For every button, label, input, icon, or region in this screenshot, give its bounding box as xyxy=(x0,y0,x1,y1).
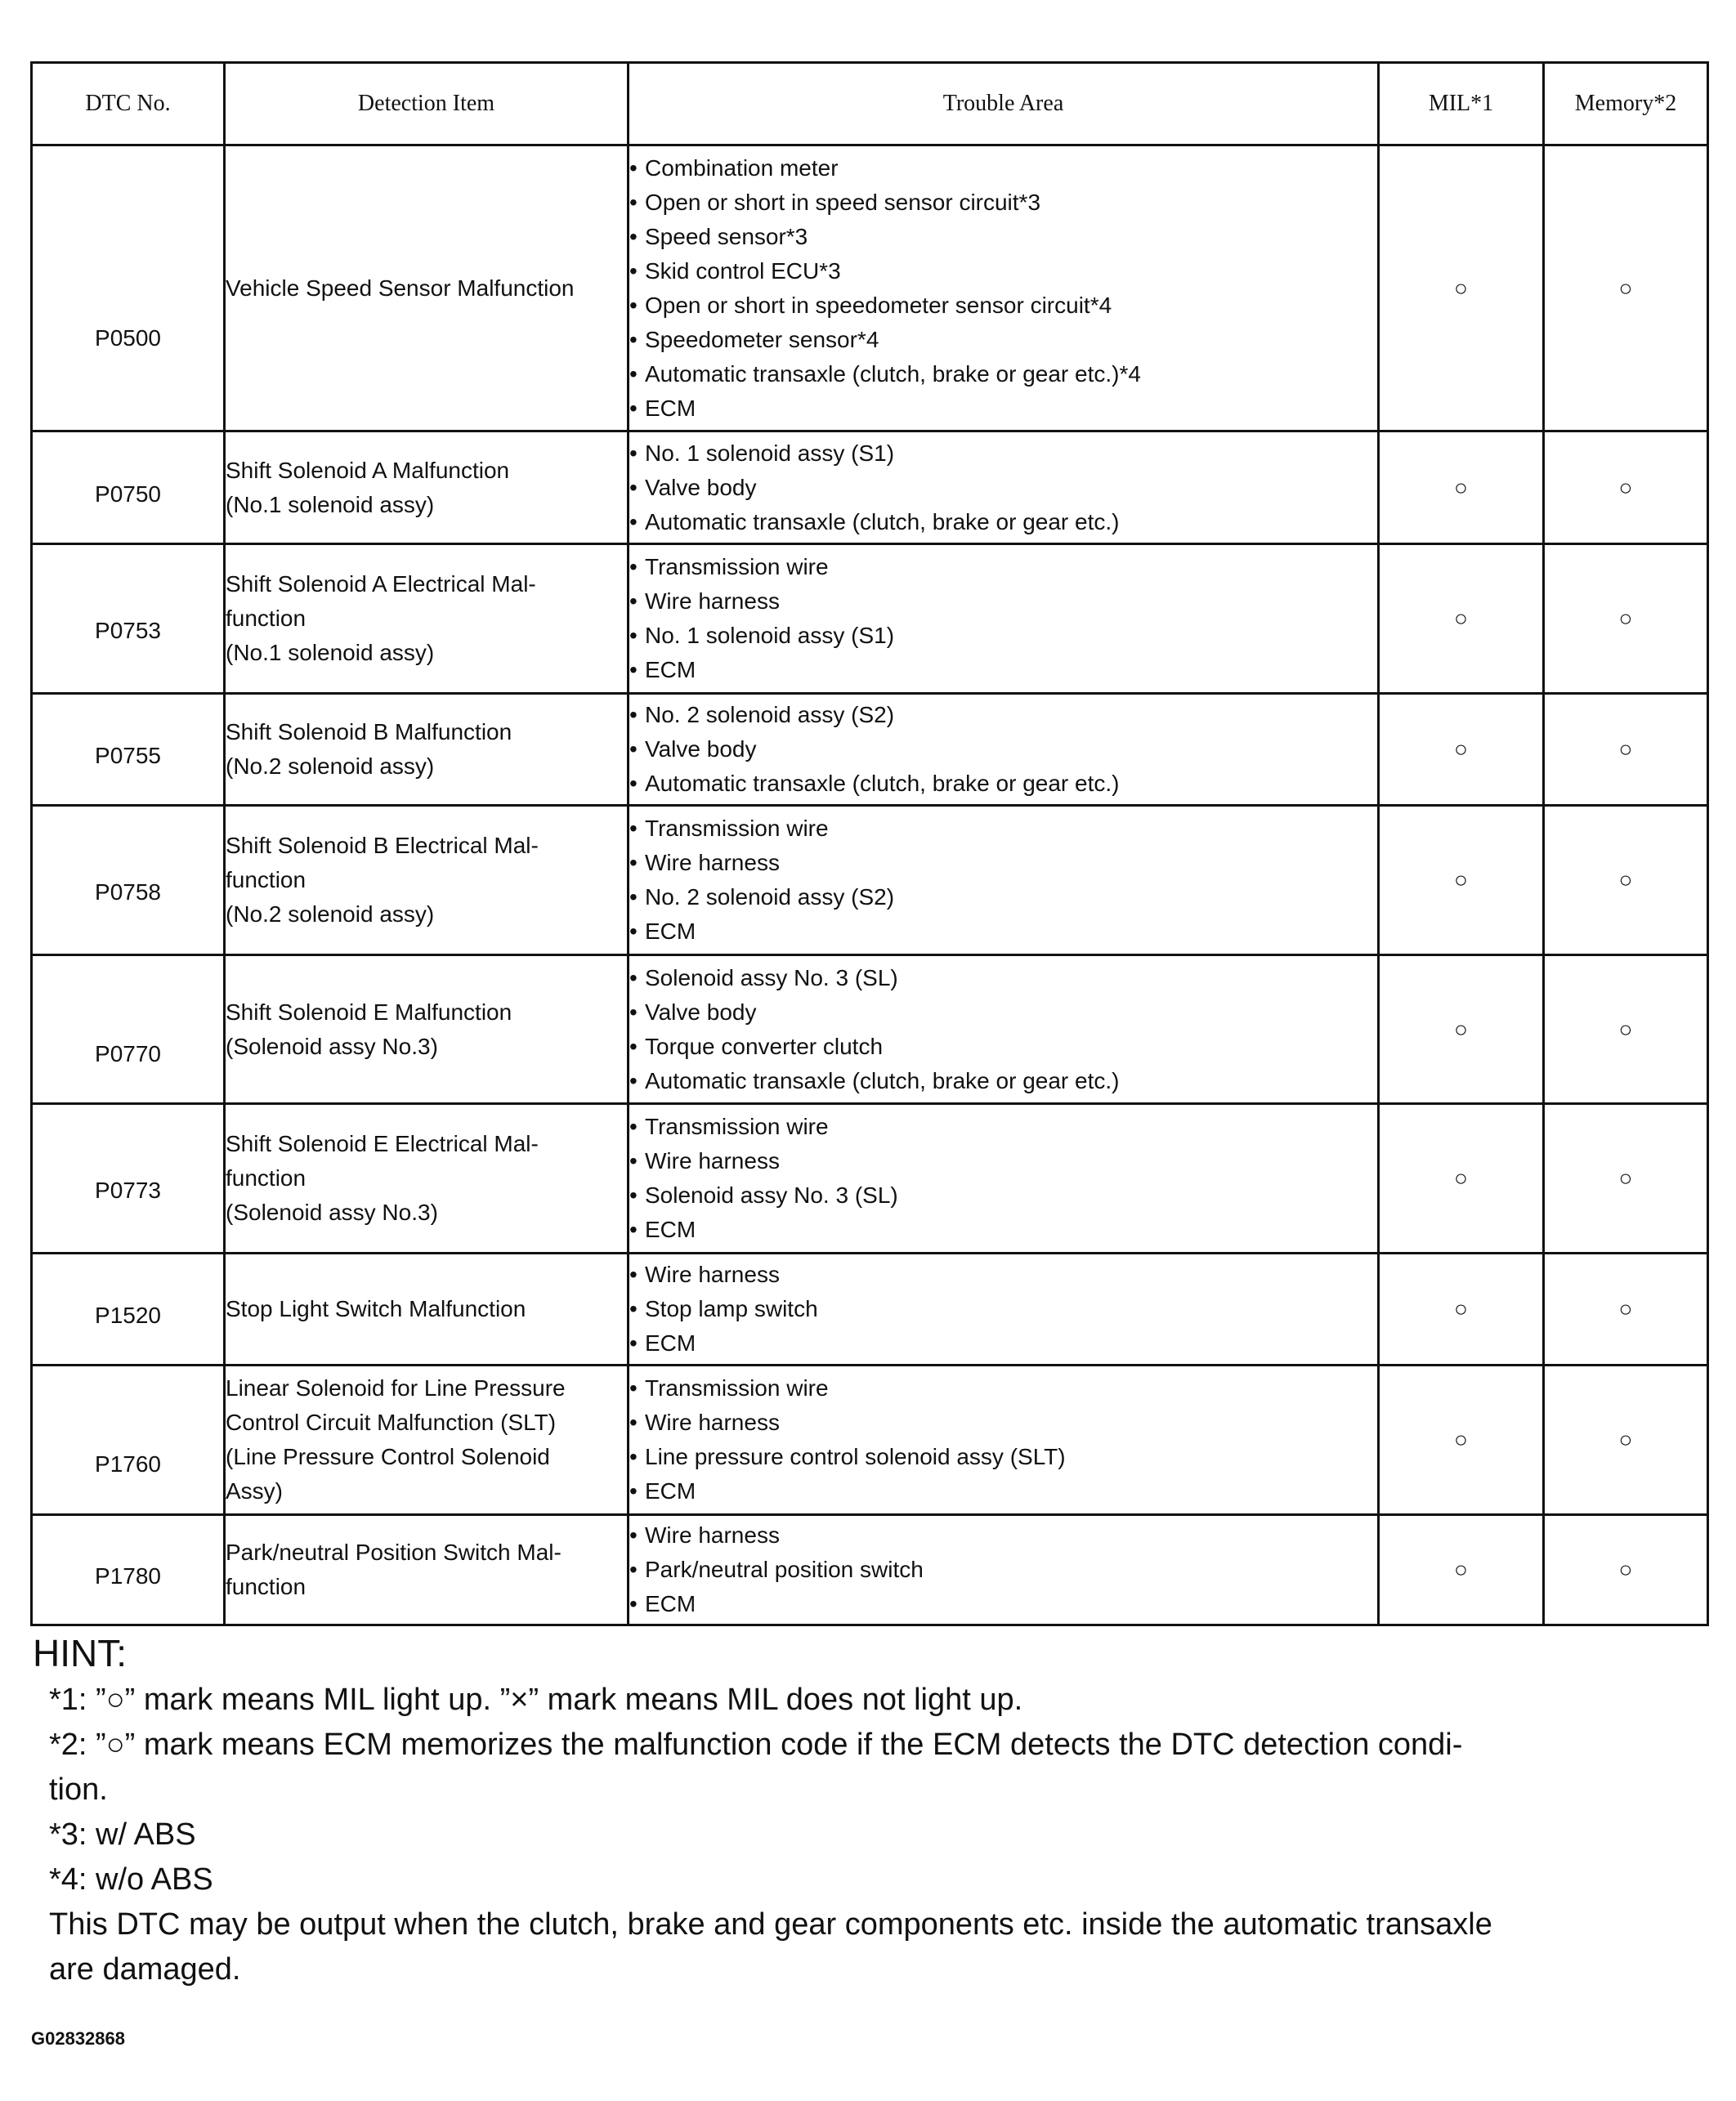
table-row xyxy=(32,1104,1708,1254)
trouble-area-item: • Wire harness xyxy=(629,1518,1377,1553)
dtc-code: P0773 xyxy=(32,1104,225,1254)
dtc-code: P0753 xyxy=(32,544,225,694)
header-trouble-area: Trouble Area xyxy=(629,63,1379,145)
dtc-code: P1760 xyxy=(32,1366,225,1515)
detection-item-line: Shift Solenoid A Electrical Mal- xyxy=(226,571,536,597)
trouble-area xyxy=(629,145,1379,431)
detection-item-line: function xyxy=(226,1165,306,1191)
table-row xyxy=(32,544,1708,694)
detection-item xyxy=(225,955,629,1104)
trouble-area-item: • Automatic transaxle (clutch, brake or gear etc.)*4 xyxy=(629,357,1377,391)
memory-mark: ○ xyxy=(1544,1515,1708,1625)
dtc-table xyxy=(30,61,1709,1626)
mil-mark: ○ xyxy=(1379,694,1544,806)
trouble-area xyxy=(629,1104,1379,1254)
dtc-code: P0755 xyxy=(32,694,225,806)
trouble-area-item: • Stop lamp switch xyxy=(629,1292,1377,1326)
detection-item xyxy=(225,1104,629,1254)
table-header-row xyxy=(32,63,1708,145)
detection-item xyxy=(225,1254,629,1366)
trouble-area-item: • Wire harness xyxy=(629,1144,1377,1178)
dtc-code: P0500 xyxy=(32,145,225,431)
detection-item-line: Park/neutral Position Switch Mal- xyxy=(226,1540,562,1565)
dtc-code: P1780 xyxy=(32,1515,225,1625)
detection-item xyxy=(225,806,629,955)
trouble-area-item: • Valve body xyxy=(629,471,1377,505)
trouble-area-item: • Torque converter clutch xyxy=(629,1030,1377,1064)
memory-mark: ○ xyxy=(1544,145,1708,431)
trouble-area-item: • No. 2 solenoid assy (S2) xyxy=(629,698,1377,732)
trouble-area-item: • Transmission wire xyxy=(629,1110,1377,1144)
trouble-area-item: • Automatic transaxle (clutch, brake or gear etc.) xyxy=(629,505,1377,539)
detection-item-line: Shift Solenoid E Electrical Mal- xyxy=(226,1131,539,1156)
detection-item-line: Shift Solenoid E Malfunction xyxy=(226,999,512,1025)
trouble-area-item: • Speedometer sensor*4 xyxy=(629,323,1377,357)
detection-item-line: Control Circuit Malfunction (SLT) xyxy=(226,1410,557,1435)
mil-mark: ○ xyxy=(1379,1515,1544,1625)
detection-item-line: function xyxy=(226,606,306,631)
table-row xyxy=(32,694,1708,806)
trouble-area-item: • Open or short in speed sensor circuit*3 xyxy=(629,186,1377,220)
detection-item-line: (No.1 solenoid assy) xyxy=(226,640,435,665)
detection-item xyxy=(225,1515,629,1625)
detection-item-line: function xyxy=(226,867,306,892)
memory-mark: ○ xyxy=(1544,1254,1708,1366)
table-row xyxy=(32,1254,1708,1366)
hint-notes xyxy=(33,1678,1700,1992)
trouble-area-item: • Transmission wire xyxy=(629,1371,1377,1406)
trouble-area xyxy=(629,1515,1379,1625)
memory-mark: ○ xyxy=(1544,431,1708,544)
trouble-area-item: • Combination meter xyxy=(629,151,1377,186)
memory-mark: ○ xyxy=(1544,1104,1708,1254)
trouble-area-item: • Park/neutral position switch xyxy=(629,1553,1377,1587)
detection-item xyxy=(225,1366,629,1515)
trouble-area-item: • Valve body xyxy=(629,995,1377,1030)
detection-item xyxy=(225,145,629,431)
dtc-code: P0750 xyxy=(32,431,225,544)
table-row xyxy=(32,145,1708,431)
mil-mark: ○ xyxy=(1379,544,1544,694)
detection-item-line: Shift Solenoid B Electrical Mal- xyxy=(226,833,539,858)
hint-line: are damaged. xyxy=(49,1952,241,1987)
hint-title: HINT: xyxy=(33,1632,127,1674)
header-mil: MIL*1 xyxy=(1379,63,1544,145)
trouble-area-item: • ECM xyxy=(629,1474,1377,1509)
trouble-area-item: • Skid control ECU*3 xyxy=(629,254,1377,288)
table-row xyxy=(32,955,1708,1104)
mil-mark: ○ xyxy=(1379,1254,1544,1366)
detection-item-line: Shift Solenoid B Malfunction xyxy=(226,719,512,744)
trouble-area-item: • ECM xyxy=(629,391,1377,426)
dtc-code: P0758 xyxy=(32,806,225,955)
detection-item-line: Stop Light Switch Malfunction xyxy=(226,1296,526,1321)
dtc-code: P1520 xyxy=(32,1254,225,1366)
hint-line: *1: ”○” mark means MIL light up. ”×” mark means MIL does not light up. xyxy=(49,1683,1023,1717)
hint-line: *2: ”○” mark means ECM memorizes the malfunction code if the ECM detects the DTC detection condi- xyxy=(49,1728,1463,1762)
trouble-area-item: • Wire harness xyxy=(629,1258,1377,1292)
memory-mark: ○ xyxy=(1544,1366,1708,1515)
hint-section xyxy=(33,1629,1700,1992)
trouble-area-item: • ECM xyxy=(629,914,1377,949)
memory-mark: ○ xyxy=(1544,694,1708,806)
detection-item-line: Assy) xyxy=(226,1478,283,1504)
trouble-area-item: • Wire harness xyxy=(629,846,1377,880)
trouble-area-item: • ECM xyxy=(629,1213,1377,1247)
trouble-area-item: • Open or short in speedometer sensor circuit*4 xyxy=(629,288,1377,323)
detection-item-line: (No.2 solenoid assy) xyxy=(226,901,435,927)
detection-item-line: (No.1 solenoid assy) xyxy=(226,491,435,517)
header-memory: Memory*2 xyxy=(1544,63,1708,145)
trouble-area xyxy=(629,1254,1379,1366)
mil-mark: ○ xyxy=(1379,431,1544,544)
memory-mark: ○ xyxy=(1544,544,1708,694)
detection-item-line: (Solenoid assy No.3) xyxy=(226,1033,438,1059)
hint-line: This DTC may be output when the clutch, brake and gear components etc. inside the automatic transaxle xyxy=(49,1907,1492,1942)
trouble-area xyxy=(629,431,1379,544)
table-body xyxy=(32,145,1708,1625)
detection-item-line: (Line Pressure Control Solenoid xyxy=(226,1444,550,1469)
mil-mark: ○ xyxy=(1379,806,1544,955)
detection-item xyxy=(225,694,629,806)
header-dtc-no: DTC No. xyxy=(32,63,225,145)
table-row xyxy=(32,1366,1708,1515)
trouble-area-item: • Automatic transaxle (clutch, brake or gear etc.) xyxy=(629,1064,1377,1098)
mil-mark: ○ xyxy=(1379,145,1544,431)
trouble-area-item: • ECM xyxy=(629,1587,1377,1621)
table-row xyxy=(32,806,1708,955)
table-row xyxy=(32,1515,1708,1625)
mil-mark: ○ xyxy=(1379,1366,1544,1515)
trouble-area-item: • No. 1 solenoid assy (S1) xyxy=(629,619,1377,653)
detection-item-line: (Solenoid assy No.3) xyxy=(226,1200,438,1225)
hint-line: *4: w/o ABS xyxy=(49,1862,213,1897)
trouble-area-item: • Speed sensor*3 xyxy=(629,220,1377,254)
detection-item xyxy=(225,544,629,694)
trouble-area-item: • Solenoid assy No. 3 (SL) xyxy=(629,961,1377,995)
trouble-area-item: • Valve body xyxy=(629,732,1377,767)
trouble-area xyxy=(629,806,1379,955)
table-row xyxy=(32,431,1708,544)
trouble-area xyxy=(629,544,1379,694)
detection-item-line: function xyxy=(226,1574,306,1599)
memory-mark: ○ xyxy=(1544,955,1708,1104)
trouble-area-item: • Line pressure control solenoid assy (SLT) xyxy=(629,1440,1377,1474)
trouble-area-item: • Solenoid assy No. 3 (SL) xyxy=(629,1178,1377,1213)
mil-mark: ○ xyxy=(1379,1104,1544,1254)
trouble-area-item: • ECM xyxy=(629,1326,1377,1361)
trouble-area-item: • ECM xyxy=(629,653,1377,687)
trouble-area xyxy=(629,1366,1379,1515)
header-detection-item: Detection Item xyxy=(225,63,629,145)
detection-item xyxy=(225,431,629,544)
hint-line: *3: w/ ABS xyxy=(49,1817,196,1852)
trouble-area-item: • Transmission wire xyxy=(629,550,1377,584)
trouble-area xyxy=(629,694,1379,806)
figure-id: G02832868 xyxy=(31,2028,125,2049)
trouble-area-item: • Transmission wire xyxy=(629,811,1377,846)
memory-mark: ○ xyxy=(1544,806,1708,955)
trouble-area-item: • Wire harness xyxy=(629,584,1377,619)
detection-item-line: Shift Solenoid A Malfunction xyxy=(226,457,510,483)
detection-item-line: (No.2 solenoid assy) xyxy=(226,753,435,779)
dtc-code: P0770 xyxy=(32,955,225,1104)
trouble-area-item: • No. 1 solenoid assy (S1) xyxy=(629,436,1377,471)
hint-line: tion. xyxy=(49,1772,108,1807)
trouble-area-item: • Automatic transaxle (clutch, brake or gear etc.) xyxy=(629,767,1377,801)
detection-item-line: Vehicle Speed Sensor Malfunction xyxy=(226,275,575,301)
trouble-area xyxy=(629,955,1379,1104)
trouble-area-item: • No. 2 solenoid assy (S2) xyxy=(629,880,1377,914)
detection-item-line: Linear Solenoid for Line Pressure xyxy=(226,1375,566,1401)
trouble-area-item: • Wire harness xyxy=(629,1406,1377,1440)
mil-mark: ○ xyxy=(1379,955,1544,1104)
